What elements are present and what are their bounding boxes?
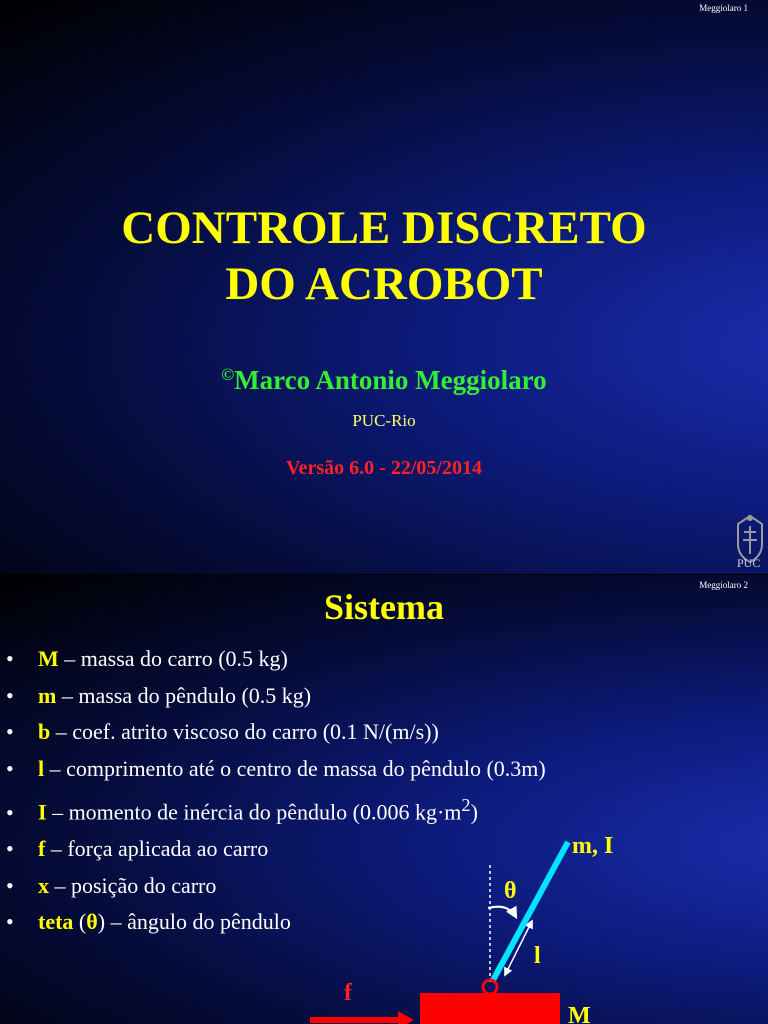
bullet: • [6,799,14,825]
pendulum-rod [492,842,568,982]
slide-title [0,200,768,312]
variable-symbol: I [38,799,47,825]
page-label: Meggiolaro 1 [699,3,748,13]
variable-description: – coef. atrito viscoso do carro (0.1 N/(m/s)) [50,719,439,745]
list-item [6,714,546,751]
variable-description: – massa do pêndulo (0.5 kg) [56,682,312,708]
variable-description: – força aplicada ao carro [45,836,269,862]
bullet: • [6,909,14,935]
bullet: • [6,836,14,862]
variable-description: – massa do carro (0.5 kg) [58,646,288,671]
variable-symbol: b [38,719,51,745]
bullet: • [6,755,14,781]
length-label: l [534,943,541,969]
system-slide [0,575,768,1024]
force-arrow-head [398,1011,414,1024]
variable-description: – comprimento até o centro de massa do pêndulo (0.3m) [44,755,546,781]
logo-text: PUC [737,556,761,570]
page-label: Meggiolaro 2 [699,580,748,590]
paren-open: ( [73,909,87,935]
variable-symbol: m [38,682,57,708]
author-name: Marco Antonio Meggiolaro [234,365,547,395]
variable-symbol: teta [38,909,74,935]
affiliation: PUC-Rio [352,411,416,430]
bullet: • [6,682,14,708]
variable-symbol: M [38,646,59,671]
list-item [6,751,546,788]
superscript: 2 [461,795,471,816]
bullet: • [6,646,14,671]
version-label: Versão 6.0 - 22/05/2014 [286,457,482,479]
title-line-1: CONTROLE DISCRETO [121,202,647,254]
variable-symbol: f [38,836,46,862]
pivot-joint [483,980,497,994]
title-line-2: DO ACROBOT [225,258,543,310]
slide-title: Sistema [324,587,444,627]
variable-symbol: l [38,755,45,781]
copyright-symbol: © [221,365,235,384]
theta-label: θ [504,878,517,904]
theta-symbol: θ [86,909,98,935]
author-line [0,365,768,396]
cart-body [420,993,560,1024]
pendulum-label: m, I [572,833,614,859]
variable-description: – momento de inércia do pêndulo (0.006 kg·m [46,799,462,825]
cart-pendulum-diagram [300,815,768,1024]
theta-arc [488,907,516,917]
bullet: • [6,719,14,745]
paren-close: ) [97,909,106,935]
force-label: f [344,980,352,1006]
diagram-graphics [300,815,768,1024]
variable-description: – posição do carro [49,872,217,898]
list-item [6,641,546,678]
list-item [6,678,546,715]
cart-mass-label: M [568,1003,591,1024]
variable-symbol: x [38,872,49,898]
bullet: • [6,872,14,898]
variable-description-end: ) [470,799,478,825]
variable-description: – ângulo do pêndulo [105,909,291,935]
